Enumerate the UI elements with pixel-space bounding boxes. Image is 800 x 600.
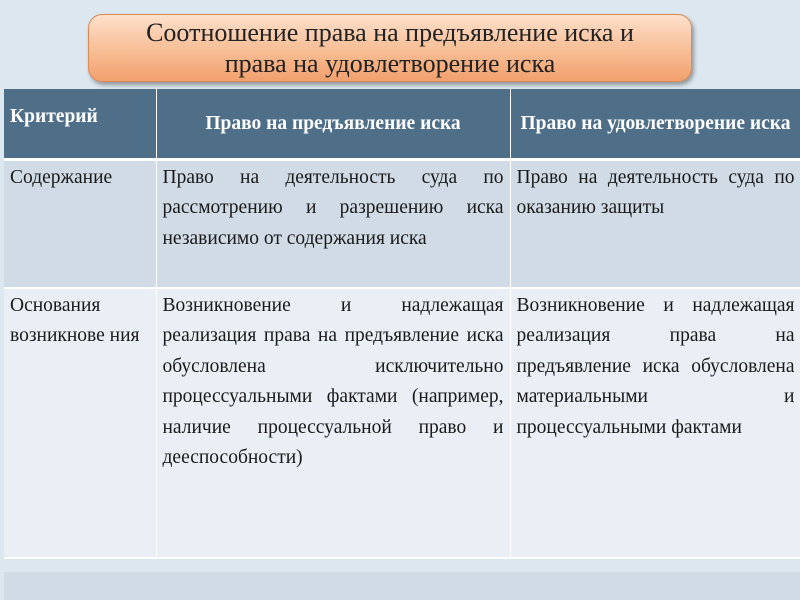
header-right-to-satisfy: Право на удовлетворение иска — [510, 89, 800, 159]
slide-title — [88, 14, 692, 82]
table-cell: Право на деятельность суда по оказанию защиты — [510, 159, 800, 288]
title-line-1: Соотношение права на предъявление иска и — [146, 18, 634, 47]
criterion-cell: Основания возникнове ния — [4, 288, 156, 558]
table-cell: Возникновение и надлежащая реализация права на предъявление иска обусловлена исключительно процессуальными фактами (например, наличие процессуальной право и дееспособности) — [156, 288, 510, 558]
table-row — [4, 159, 800, 288]
criterion-cell: Содержание — [4, 159, 156, 288]
table-cell: Возникновение и надлежащая реализация права на предъявление иска обусловлена материальными и процессуальными фактами — [510, 288, 800, 558]
comparison-table — [4, 89, 800, 559]
table-bottom-strip — [4, 572, 800, 600]
title-line-2: права на удовлетворение иска — [224, 49, 556, 78]
table-header-row — [4, 89, 800, 159]
header-right-to-file: Право на предъявление иска — [156, 89, 510, 159]
table-cell: Право на деятельность суда по рассмотрению и разрешению иска независимо от содержания иска — [156, 159, 510, 288]
table-row — [4, 288, 800, 558]
header-criterion: Критерий — [4, 89, 156, 159]
